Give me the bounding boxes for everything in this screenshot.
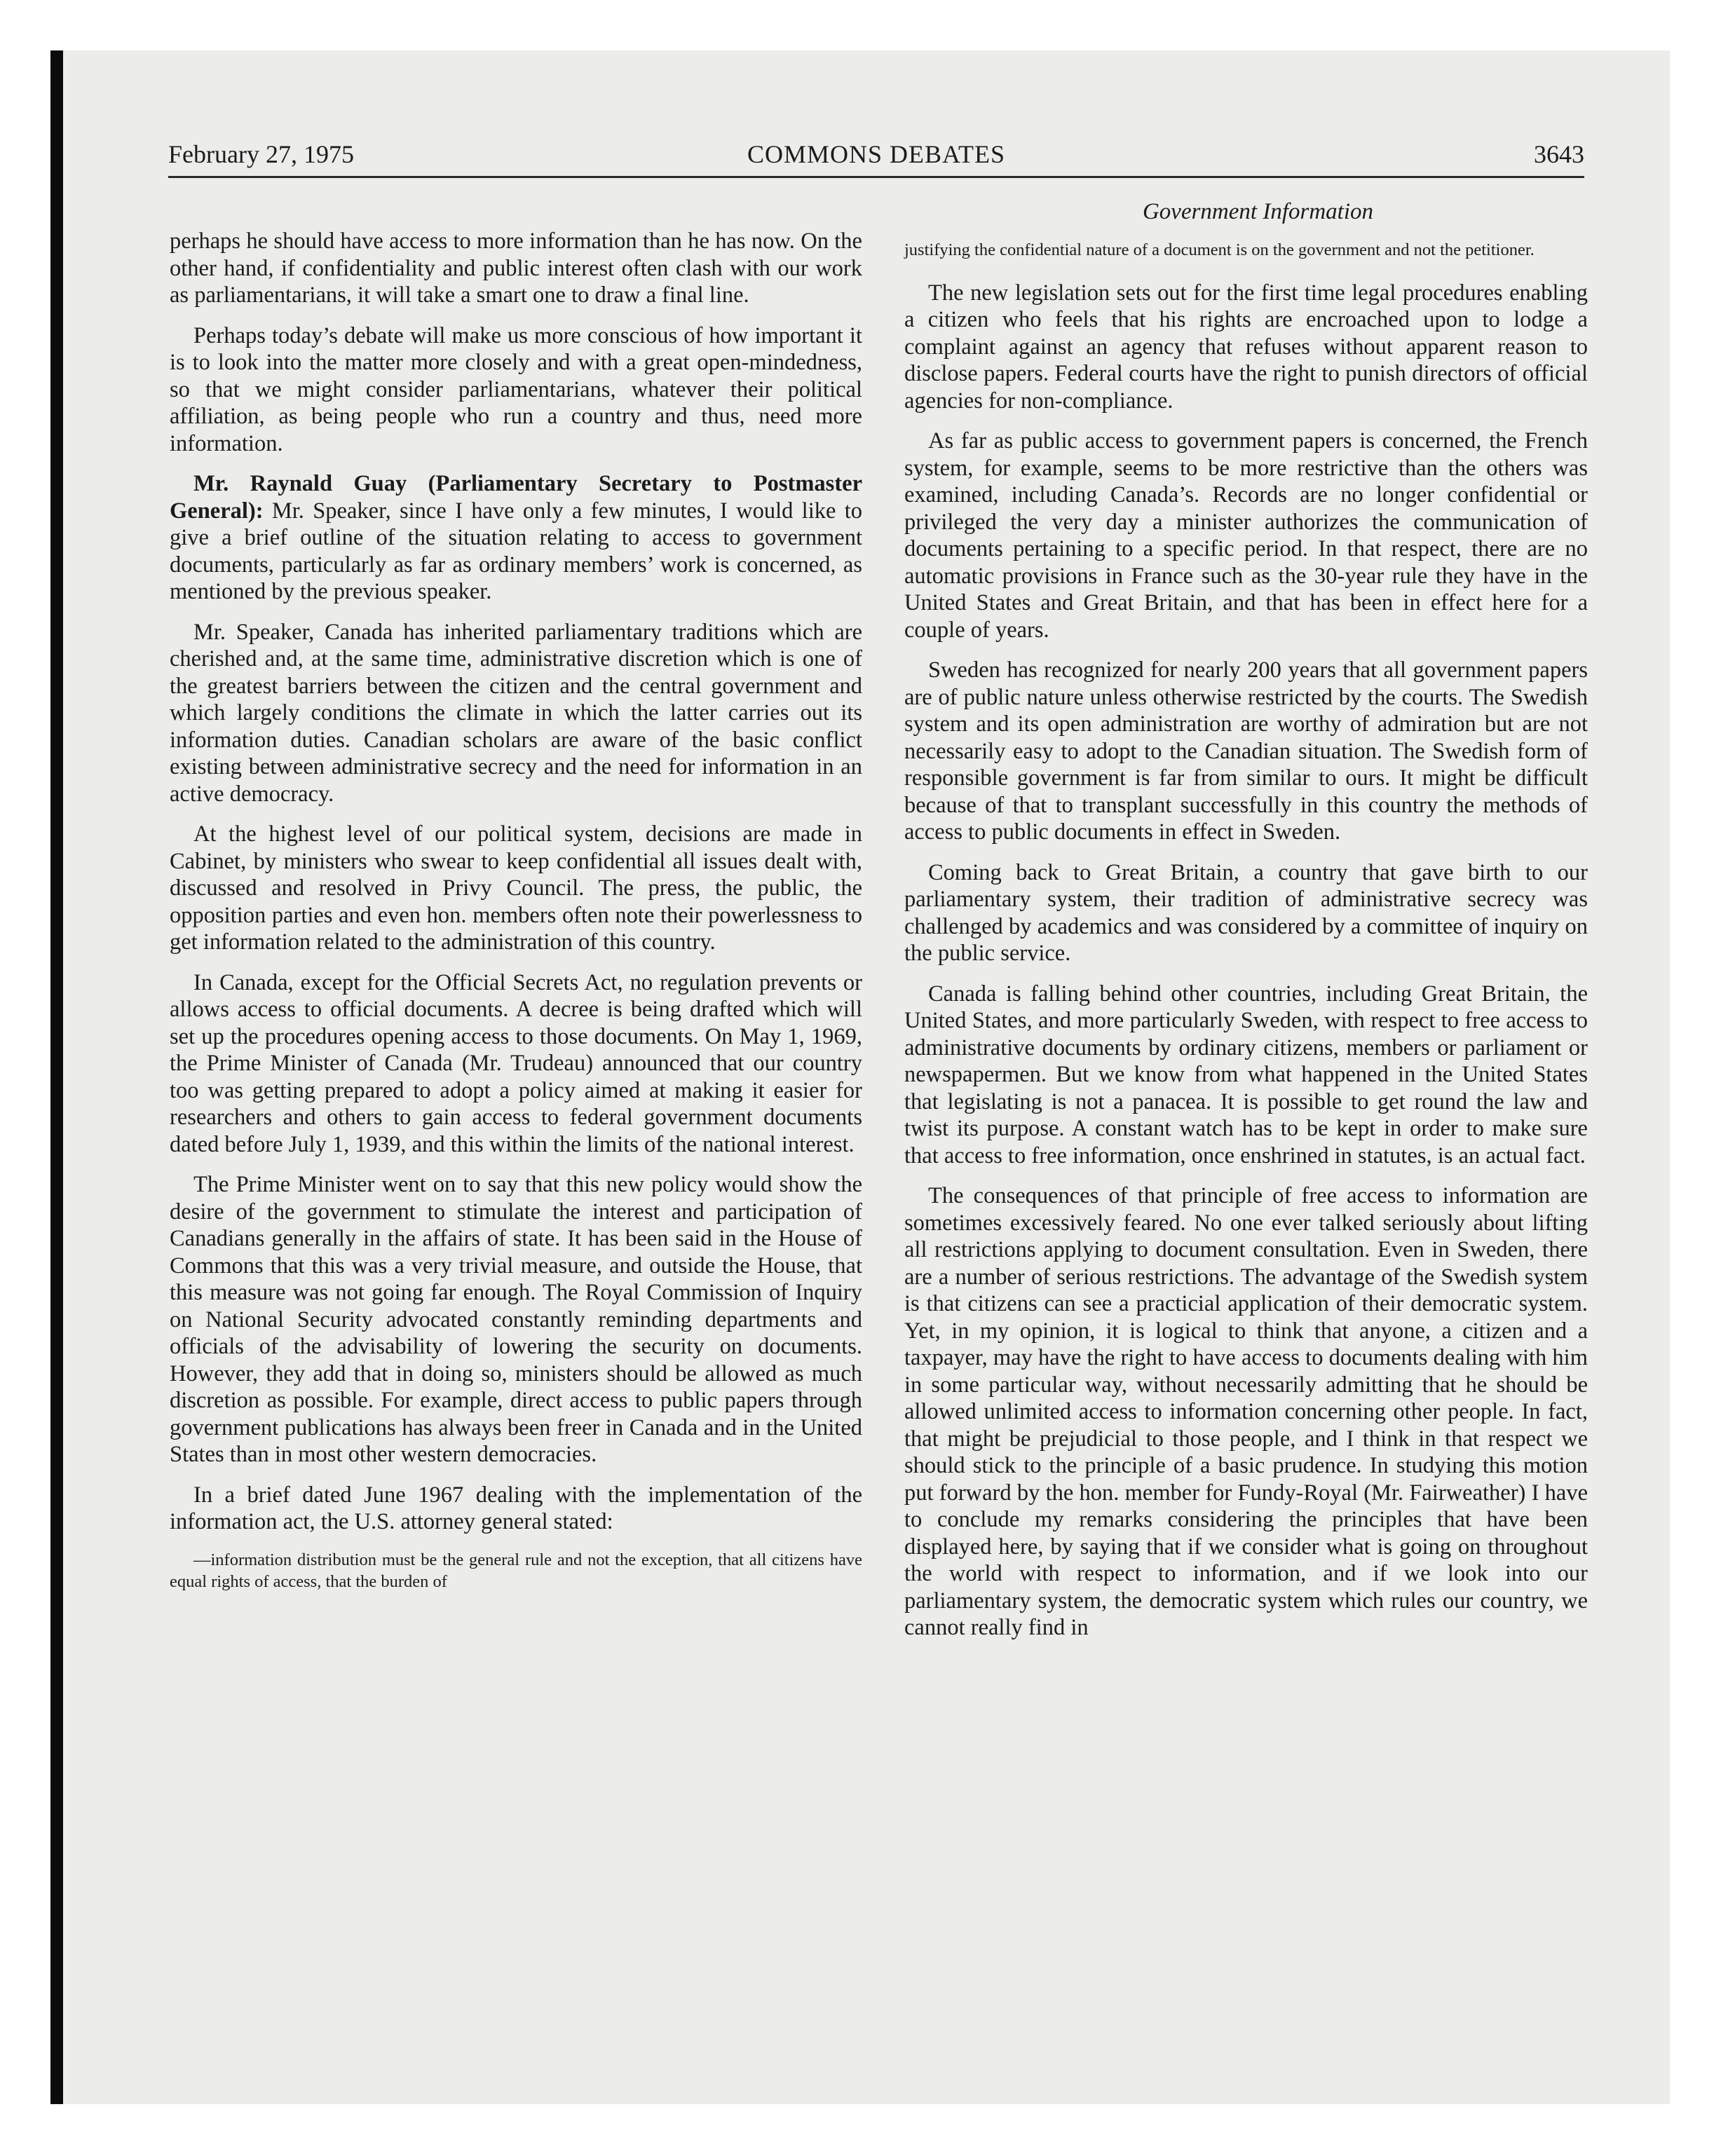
paragraph: perhaps he should have access to more information than he has now. On the other hand, if confidentiality and public interest often clash with our work as parliamentarians, it will take a smart one to draw a final line.: [170, 228, 862, 308]
header-date: February 27, 1975: [168, 140, 354, 168]
paragraph: Perhaps today’s debate will make us more conscious of how important it is to look into the matter more closely and with a great open-mindedness, so that we might consider parliamentarians, whatever their political affiliation, as being people who run a country and thus, need more information.: [170, 322, 862, 456]
paragraph: As far as public access to government papers is concerned, the French system, for example, seems to be more restrictive than the others was examined, including Canada’s. Records are no longer confidential or privileged the very day a minister authorizes the communication of documents pertaining to a specific period. In that respect, there are no automatic provisions in France such as the 30-year rule they have in the United States and Great Britain, and that has been in effect here for a couple of years.: [904, 428, 1588, 643]
paragraph: Sweden has recognized for nearly 200 years that all government papers are of public nature unless otherwise restricted by the courts. The Swedish system and its open administration are worthy of admiration but are not necessarily easy to adopt to the Canadian situation. The Swedish form of responsible government is far from similar to ours. It might be difficult because of that to transplant successfully in this country the methods of access to public documents in effect in Sweden.: [904, 657, 1588, 845]
block-quote: —information distribution must be the general rule and not the exception, that all citizens have equal rights of access, that the burden of: [170, 1550, 862, 1591]
scan-edge-bar: [50, 50, 63, 2104]
paragraph: In Canada, except for the Official Secrets Act, no regulation prevents or allows access to official documents. A decree is being drafted which will set up the procedures opening access to those documents. On May 1, 1969, the Prime Minister of Canada (Mr. Trudeau) announced that our country too was getting prepared to adopt a policy aimed at making it easier for researchers and others to gain access to federal government documents dated before July 1, 1939, and this within the limits of the national interest.: [170, 969, 862, 1157]
paragraph: In a brief dated June 1967 dealing with the implementation of the information act, the U.S. attorney general stated:: [170, 1482, 862, 1534]
header-title: COMMONS DEBATES: [747, 140, 1006, 168]
block-quote-continued: justifying the confidential nature of a document is on the government and not the petitioner.: [904, 240, 1535, 259]
speaker-name: Mr. Raynald Guay (Parliamentary Secretary to Postmaster General):: [170, 471, 862, 524]
paragraph: Coming back to Great Britain, a country that gave birth to our parliamentary system, their tradition of administrative secrecy was challenged by academics and was considered by a committee of inquiry on the public service.: [904, 859, 1588, 966]
right-column: [904, 198, 1588, 1655]
page-number: 3643: [1534, 140, 1584, 168]
speaker-text: Mr. Speaker, since I have only a few minutes, I would like to give a brief outline of the situation relating to access to government documents, particularly as far as ordinary members’ work is concerned, as mentioned by the previous speaker.: [170, 498, 862, 604]
paragraph: The consequences of that principle of free access to information are sometimes excessively feared. No one ever talked seriously about lifting all restrictions applying to document consultation. Even in Sweden, there are a number of serious restrictions. The advantage of the Swedish system is that citizens can see a practicial application of their democratic system. Yet, in my opinion, it is logical to think that anyone, a citizen and a taxpayer, may have the right to have access to documents dealing with him in some particular way, without necessarily admitting that he should be allowed unlimited access to information concerning other people. In fact, that might be prejudicial to those people, and I think in that respect we should stick to the principle of a basic prudence. In studying this motion put forward by the hon. member for Fundy-Royal (Mr. Fairweather) I have to conclude my remarks considering the principles that have been displayed here, by saying that if we consider what is going on throughout the world with respect to information, and if we look into our parliamentary system, the democratic system which rules our country, we cannot really find in: [904, 1183, 1588, 1640]
paragraph: At the highest level of our political system, decisions are made in Cabinet, by ministers who swear to keep confidential all issues dealt with, discussed and resolved in Privy Council. The press, the public, the opposition parties and even hon. members often note their powerlessness to get information related to the administration of this country.: [170, 821, 862, 955]
speaker-paragraph: [170, 470, 862, 606]
paragraph: The new legislation sets out for the first time legal procedures enabling a citizen who feels that his rights are encroached upon to lodge a complaint against an agency that refuses without apparent reason to disclose papers. Federal courts have the right to punish directors of official agencies for non-compliance.: [904, 280, 1588, 414]
section-heading: Government Information: [1142, 199, 1374, 224]
paragraph: Mr. Speaker, Canada has inherited parliamentary traditions which are cherished and, at the same time, administrative discretion which is one of the greatest barriers between the citizen and the central government and which largely conditions the climate in which the latter carries out its information duties. Canadian scholars are aware of the basic conflict existing between administrative secrecy and the need for information in an active democracy.: [170, 619, 862, 807]
page-header: [168, 137, 1584, 178]
paragraph: The Prime Minister went on to say that this new policy would show the desire of the government to stimulate the interest and participation of Canadians generally in the affairs of state. It has been said in the House of Commons that this was a very trivial measure, and outside the House, that this measure was not going far enough. The Royal Commission of Inquiry on National Security advocated constantly reminding departments and officials of the advisability of lowering the security on documents. However, they add that in doing so, ministers should be allowed as much discretion as possible. For example, direct access to public papers through government publications has always been freer in Canada and in the United States than in most other western democracies.: [170, 1172, 862, 1467]
left-column: [170, 228, 862, 1592]
paragraph: Canada is falling behind other countries, including Great Britain, the United States, and more particularly Sweden, with respect to free access to administrative documents by ordinary citizens, members or parliament or newspapermen. But we know from what happened in the United States that legislating is not a panacea. It is possible to get round the law and twist its purpose. A constant watch has to be kept in order to make sure that access to free information, once enshrined in statutes, is an actual fact.: [904, 981, 1588, 1168]
